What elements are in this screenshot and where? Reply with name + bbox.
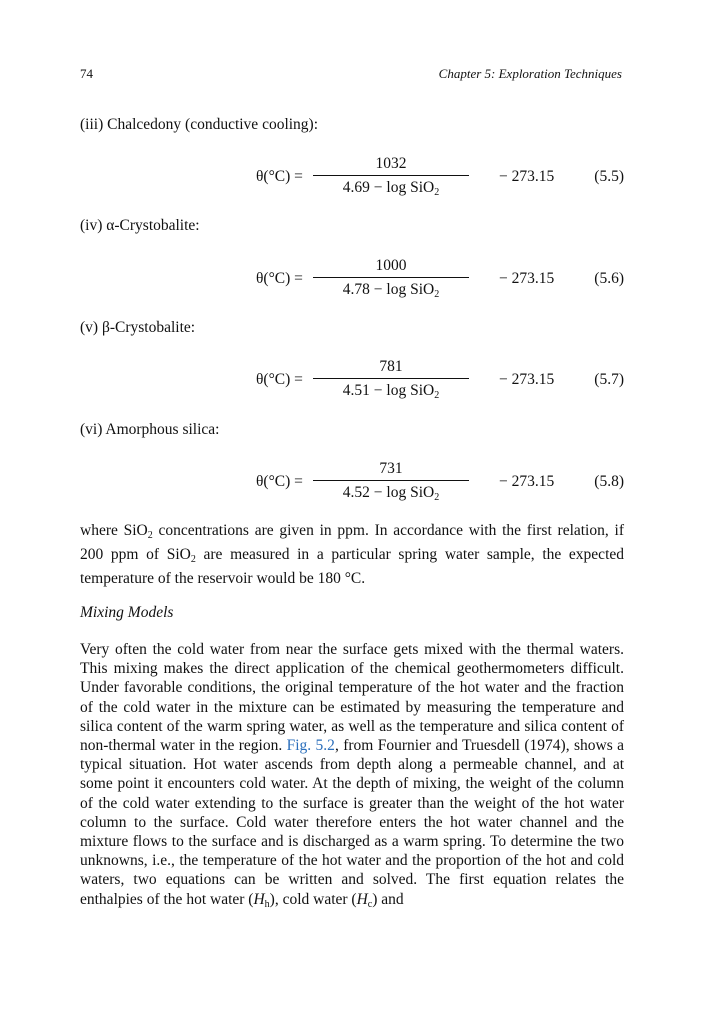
equation-fraction — [313, 256, 469, 300]
equation-fraction — [313, 357, 469, 401]
equation-number: (5.6) — [594, 270, 624, 287]
equation-rhs: − 273.15 — [499, 270, 555, 287]
equation-fraction — [313, 154, 469, 198]
equation-denominator — [313, 178, 469, 198]
running-head: Chapter 5: Exploration Techniques — [438, 66, 622, 81]
denominator-text: 4.51 − log SiO — [342, 382, 435, 399]
section-title: Mixing Models — [80, 604, 174, 621]
equation-numerator: 1000 — [375, 257, 407, 274]
equation-denominator — [313, 280, 469, 300]
fraction-bar — [313, 480, 469, 481]
text: ) and — [372, 890, 404, 908]
denominator-subscript: 2 — [434, 492, 440, 503]
equation-number: (5.5) — [594, 168, 624, 185]
denominator-text: 4.52 − log SiO — [342, 484, 435, 501]
equation-5-7 — [80, 357, 624, 407]
equation-lhs: θ(°C) = — [256, 371, 303, 388]
paragraph-silica-concentration — [80, 521, 624, 589]
subscript: 2 — [147, 530, 153, 541]
subscript: c — [367, 898, 373, 910]
fraction-bar — [313, 277, 469, 278]
item-label-alpha-crystobalite: (iv) α-Crystobalite: — [80, 217, 200, 234]
text: ), cold water ( — [269, 890, 357, 908]
equation-number: (5.8) — [594, 473, 624, 490]
equation-fraction — [313, 459, 469, 503]
equation-number: (5.7) — [594, 371, 624, 388]
paragraph-mixing-models — [80, 640, 624, 914]
fraction-bar — [313, 378, 469, 379]
equation-5-8 — [80, 459, 624, 509]
symbol: H — [356, 890, 368, 908]
figure-link[interactable]: Fig. 5.2 — [286, 737, 335, 755]
denominator-text: 4.78 − log SiO — [342, 281, 435, 298]
equation-lhs: θ(°C) = — [256, 168, 303, 185]
equation-rhs: − 273.15 — [499, 473, 555, 490]
text: where SiO — [80, 522, 148, 539]
equation-lhs: θ(°C) = — [256, 473, 303, 490]
item-label-chalcedony: (iii) Chalcedony (conductive cooling): — [80, 116, 319, 133]
denominator-subscript: 2 — [434, 390, 440, 401]
equation-rhs: − 273.15 — [499, 168, 555, 185]
equation-5-6 — [80, 256, 624, 306]
equation-denominator — [313, 483, 469, 503]
equation-numerator: 781 — [379, 358, 403, 375]
equation-lhs: θ(°C) = — [256, 270, 303, 287]
equation-5-5 — [80, 154, 624, 204]
item-label-beta-crystobalite: (v) β-Crystobalite: — [80, 319, 196, 336]
denominator-subscript: 2 — [434, 187, 440, 198]
fraction-bar — [313, 175, 469, 176]
text: are measured in a particular spring water sample, the expected temperature of the reservoir would be 180 °C. — [80, 546, 625, 588]
denominator-text: 4.69 − log SiO — [342, 179, 435, 196]
text: Very often the cold water from near the surface gets mixed with the thermal waters. This mixing makes the direct application of the chemical geothermometers difficult. Under favorable conditions, the original temperature of the hot water and the fraction of the cold water in the mixture can be estimated by measuring the temperature and silica content of the warm spring water, as well as the temperature and silica content of non-thermal water in the region. — [80, 641, 624, 755]
symbol: H — [253, 890, 265, 908]
subscript: h — [264, 898, 270, 910]
subscript: 2 — [190, 554, 196, 566]
equation-numerator: 1032 — [375, 155, 407, 172]
equation-numerator: 731 — [379, 460, 403, 477]
equation-denominator — [313, 381, 469, 401]
denominator-subscript: 2 — [434, 289, 440, 300]
text: concentrations are given in ppm. In accordance with the first relation, if 200 ppm of SiO — [80, 522, 624, 564]
equation-rhs: − 273.15 — [499, 371, 555, 388]
text: , from Fournier and Truesdell (1974), shows a typical situation. Hot water ascends from depth along a permeable channel, and at some point it encounters cold water. At the depth of mixing, the weight of the column of the cold water extending to the surface is greater than the weight of the hot water column to the surface. Cold water therefore enters the hot water channel and the mixture flows to the surface and is discharged as a warm spring. To determine the two unknowns, i.e., the temperature of the hot water and the proportion of the hot and cold waters, two equations can be written and solved. The first equation relates the enthalpies of the hot water ( — [80, 737, 624, 908]
item-label-amorphous-silica: (vi) Amorphous silica: — [80, 421, 220, 438]
page-number: 74 — [80, 66, 93, 81]
